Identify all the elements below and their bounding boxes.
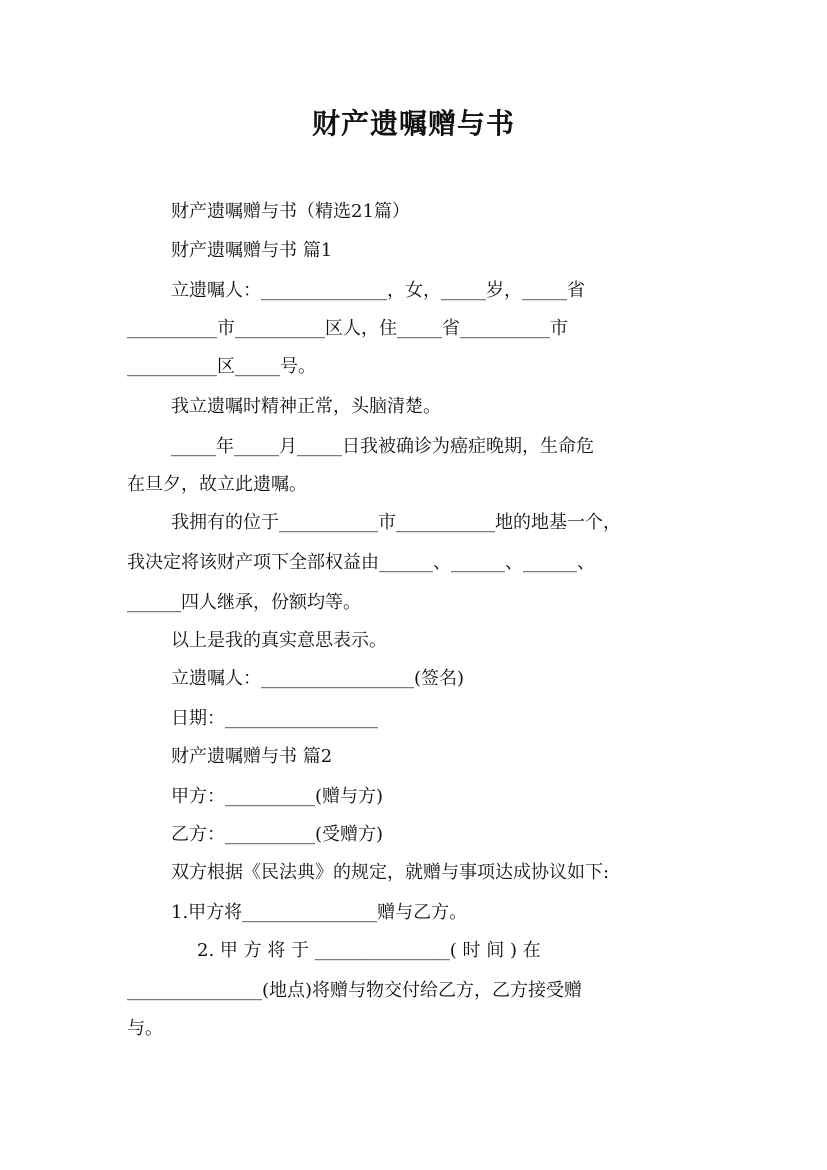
clause-1: 1.甲方将_______________赠与乙方。 — [171, 902, 468, 923]
paragraph-line: 我拥有的位于___________市___________地的地基一个， — [171, 512, 621, 533]
document-title: 财产遗嘱赠与书 — [311, 107, 515, 140]
paragraph-line: _____年_____月_____日我被确诊为癌症晚期，生命危 — [171, 436, 594, 457]
paragraph-line: ______四人继承，份额均等。 — [127, 592, 361, 613]
date-line: 日期：_________________ — [171, 708, 378, 729]
paragraph-line: 我立遗嘱时精神正常，头脑清楚。 — [171, 396, 441, 417]
signature-line: 立遗嘱人：_________________(签名) — [171, 668, 465, 689]
section-heading-2: 财产遗嘱赠与书 篇2 — [171, 746, 333, 767]
paragraph-line: _______________(地点)将赠与物交付给乙方，乙方接受赠 — [127, 980, 583, 1001]
paragraph-line: 我决定将该财产项下全部权益由______、______、______、 — [127, 552, 595, 573]
paragraph-line: 双方根据《民法典》的规定，就赠与事项达成协议如下: — [171, 862, 610, 883]
paragraph-line: __________市__________区人，住_____省__________市 — [127, 318, 568, 339]
party-a-line: 甲方：__________(赠与方) — [171, 786, 384, 807]
paragraph-line: 以上是我的真实意思表示。 — [171, 630, 387, 651]
paragraph-line: 在旦夕，故立此遗嘱。 — [127, 474, 307, 495]
paragraph-line: __________区_____号。 — [127, 356, 316, 377]
paragraph-line: 与。 — [127, 1018, 163, 1039]
subtitle-line: 财产遗嘱赠与书（精选21篇） — [171, 201, 410, 222]
clause-2: 2. 甲 方 将 于 _______________( 时 间 ) 在 — [197, 940, 541, 961]
party-b-line: 乙方：__________(受赠方) — [171, 824, 384, 845]
section-heading-1: 财产遗嘱赠与书 篇1 — [171, 240, 333, 261]
paragraph-line: 立遗嘱人：______________，女，_____岁，_____省 — [171, 280, 585, 301]
